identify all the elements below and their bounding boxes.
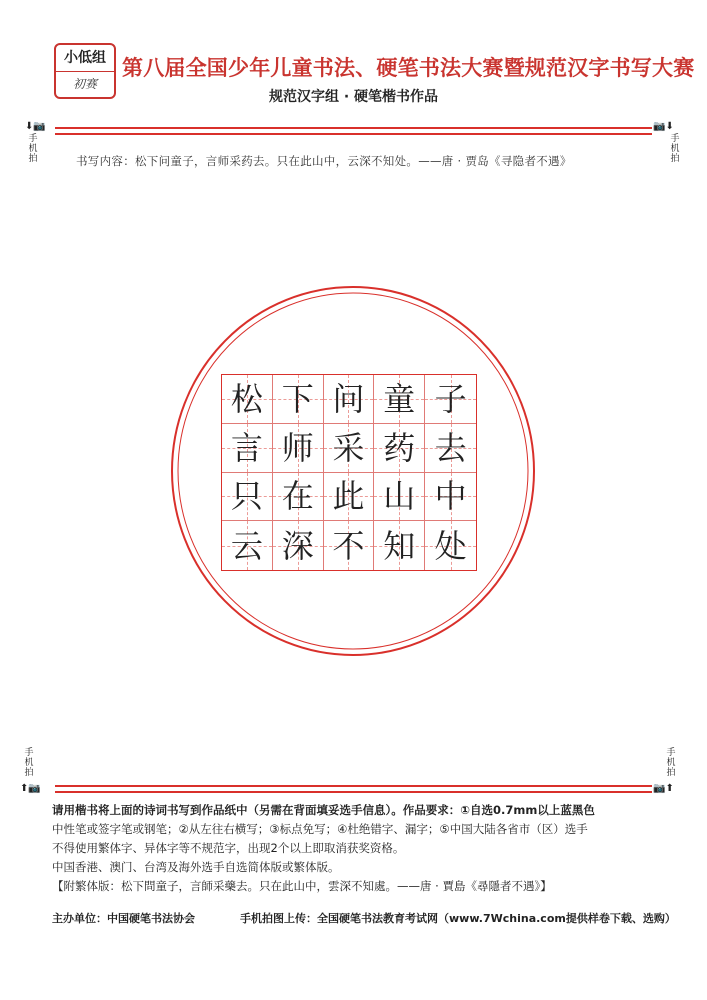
grid-cell: 在 [273,473,324,522]
top-right-camera-icon: 📷⬇ [653,121,674,132]
page-subtitle: 规范汉字组 · 硬笔楷书作品 [268,89,439,105]
top-left-camera-icon: ⬇📷 [25,121,46,132]
grid-cell: 言 [222,424,273,473]
grid-cell: 松 [222,375,273,424]
requirement-line: 不得使用繁体字、异体字等不规范字，出现2个以上即取消获奖资格。 [52,841,405,855]
grid-cell: 下 [273,375,324,424]
grid-cell: 云 [222,521,273,570]
grid-cell: 童 [374,375,425,424]
grid-cell: 知 [374,521,425,570]
upload-info-label: 手机拍图上传：全国硬笔书法教育考试网（www.7Wchina.com提供样卷下载、选购） [240,912,676,925]
grid-cell: 去 [425,424,476,473]
grid-cell: 深 [273,521,324,570]
top-rule-lower [55,133,652,135]
grid-cell: 中 [425,473,476,522]
grid-cell: 药 [374,424,425,473]
writing-content: 书写内容：松下问童子，言师采药去。只在此山中，云深不知处。——唐 · 贾岛《寻隐者不遇》 [76,154,572,168]
grid-cell: 不 [324,521,375,570]
badge-stage-label: 初赛 [72,77,97,91]
writing-grid [221,374,477,571]
bottom-left-phone-label: 手 机 拍 [24,748,34,778]
bottom-rule-lower [55,791,652,793]
grid-cell: 采 [324,424,375,473]
traditional-version-line: 【附繁体版：松下問童子，言師采藥去。只在此山中，雲深不知處。——唐 · 賈島《尋隱者不遇》】 [52,879,552,893]
organizer-label: 主办单位：中国硬笔书法协会 [52,912,195,925]
bottom-right-camera-icon: 📷⬆ [653,783,674,794]
bottom-right-phone-label: 手 机 拍 [666,748,676,778]
grid-cell: 山 [374,473,425,522]
top-rule-upper [55,127,652,129]
top-left-phone-label: 手 机 拍 [28,134,38,164]
requirement-line: 请用楷书将上面的诗词书写到作品纸中（另需在背面填妥选手信息）。作品要求：①自选0.7mm以上蓝黑色 [52,803,595,817]
grid-cell: 处 [425,521,476,570]
writing-requirements [52,801,652,896]
requirement-line: 中性笔或签字笔或钢笔；②从左往右横写；③标点免写；④杜绝错字、漏字；⑤中国大陆各省市（区）选手 [52,822,588,836]
bottom-left-camera-icon: ⬆📷 [20,783,41,794]
grid-cell: 子 [425,375,476,424]
bottom-rule-upper [55,785,652,787]
grid-cell: 此 [324,473,375,522]
grid-cell: 只 [222,473,273,522]
grid-cell: 师 [273,424,324,473]
requirement-line: 中国香港、澳门、台湾及海外选手自选简体版或繁体版。 [52,860,340,874]
page-title: 第八届全国少年儿童书法、硬笔书法大赛暨规范汉字书写大赛 [122,55,695,80]
top-right-phone-label: 手 机 拍 [670,134,680,164]
grid-cell: 问 [324,375,375,424]
badge-group-label: 小低组 [56,45,114,72]
